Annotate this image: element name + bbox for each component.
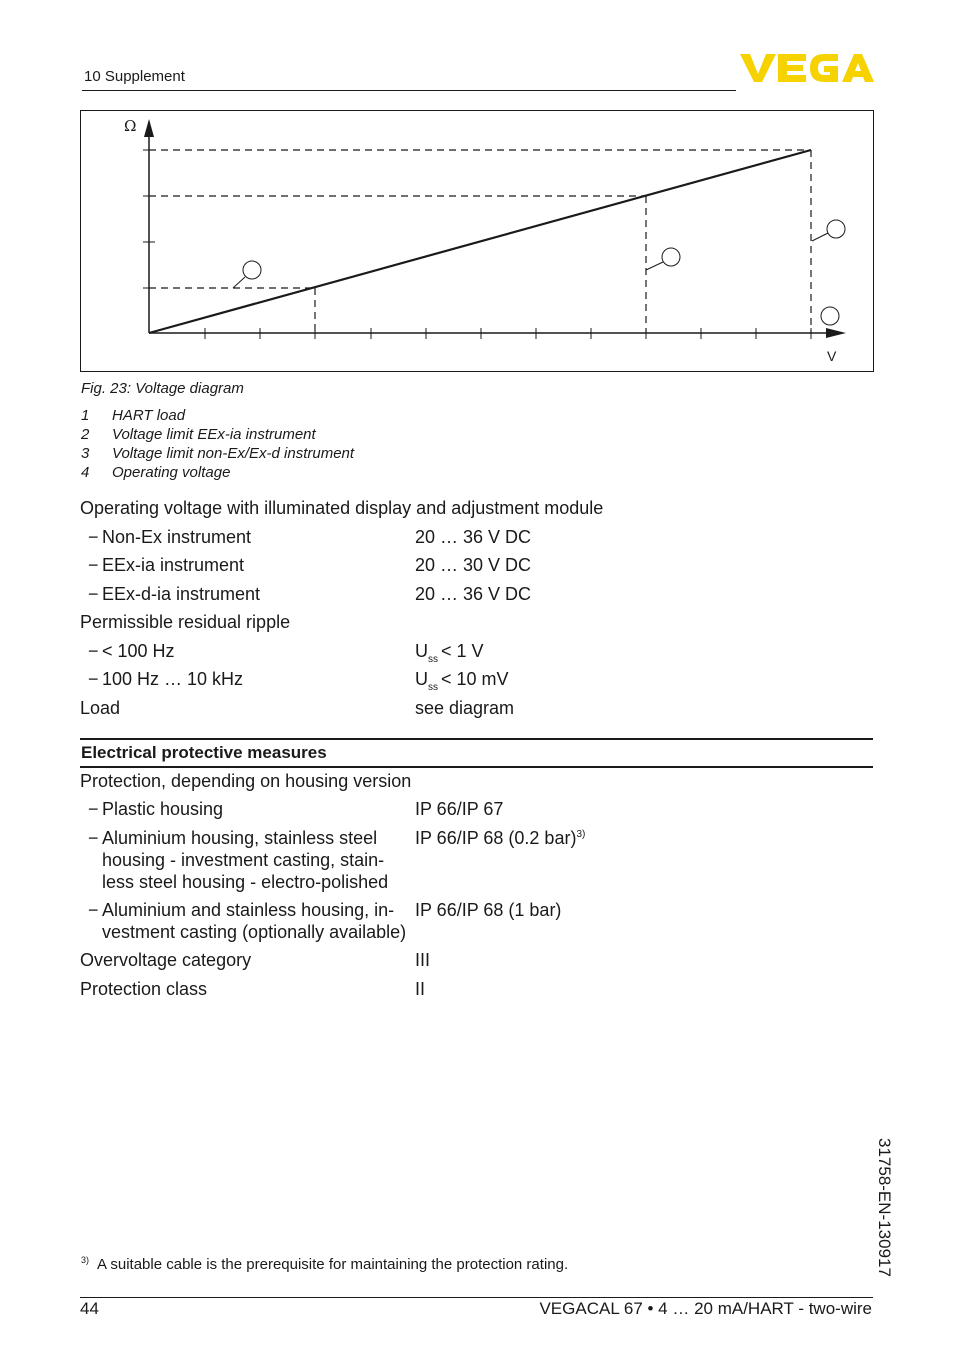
callout-1	[243, 261, 261, 279]
y-axis-arrow	[144, 119, 154, 137]
document-id: 31758-EN-130917	[875, 1138, 894, 1277]
y-unit-label: Ω	[124, 117, 137, 135]
legend-item: 4 Operating voltage	[81, 464, 231, 481]
section-rule-bottom	[80, 766, 873, 768]
legend-item: 1 HART load	[81, 407, 186, 424]
legend-item: 2 Voltage limit EEx-ia instrument	[81, 426, 316, 443]
callout-2	[662, 248, 680, 266]
footer-rule	[80, 1297, 873, 1298]
callout-4	[821, 307, 839, 325]
header-rule	[82, 90, 736, 91]
vega-logo	[740, 52, 874, 84]
section-title: 10 Supplement	[84, 68, 185, 85]
voltage-diagram-plot	[81, 111, 873, 371]
figure-caption: Fig. 23: Voltage diagram	[81, 380, 244, 397]
x-axis-arrow	[826, 328, 846, 338]
page-number: 44	[80, 1299, 99, 1318]
footnote: $^{3)}$ A suitable cable is the prerequisite for maintaining the protection rating.	[81, 1255, 569, 1273]
document-title: VEGACAL 67 • 4 … 20 mA/HART - two-wire	[539, 1299, 872, 1318]
callout-3	[827, 220, 845, 238]
voltage-diagram	[80, 110, 874, 372]
section-rule-top	[80, 738, 873, 740]
section-heading: Electrical protective measures	[81, 743, 327, 762]
x-unit-label: V	[827, 348, 837, 364]
figure-legend	[81, 406, 354, 482]
legend-item: 3 Voltage limit non-Ex/Ex-d instrument	[81, 445, 355, 462]
load-line	[149, 150, 811, 333]
